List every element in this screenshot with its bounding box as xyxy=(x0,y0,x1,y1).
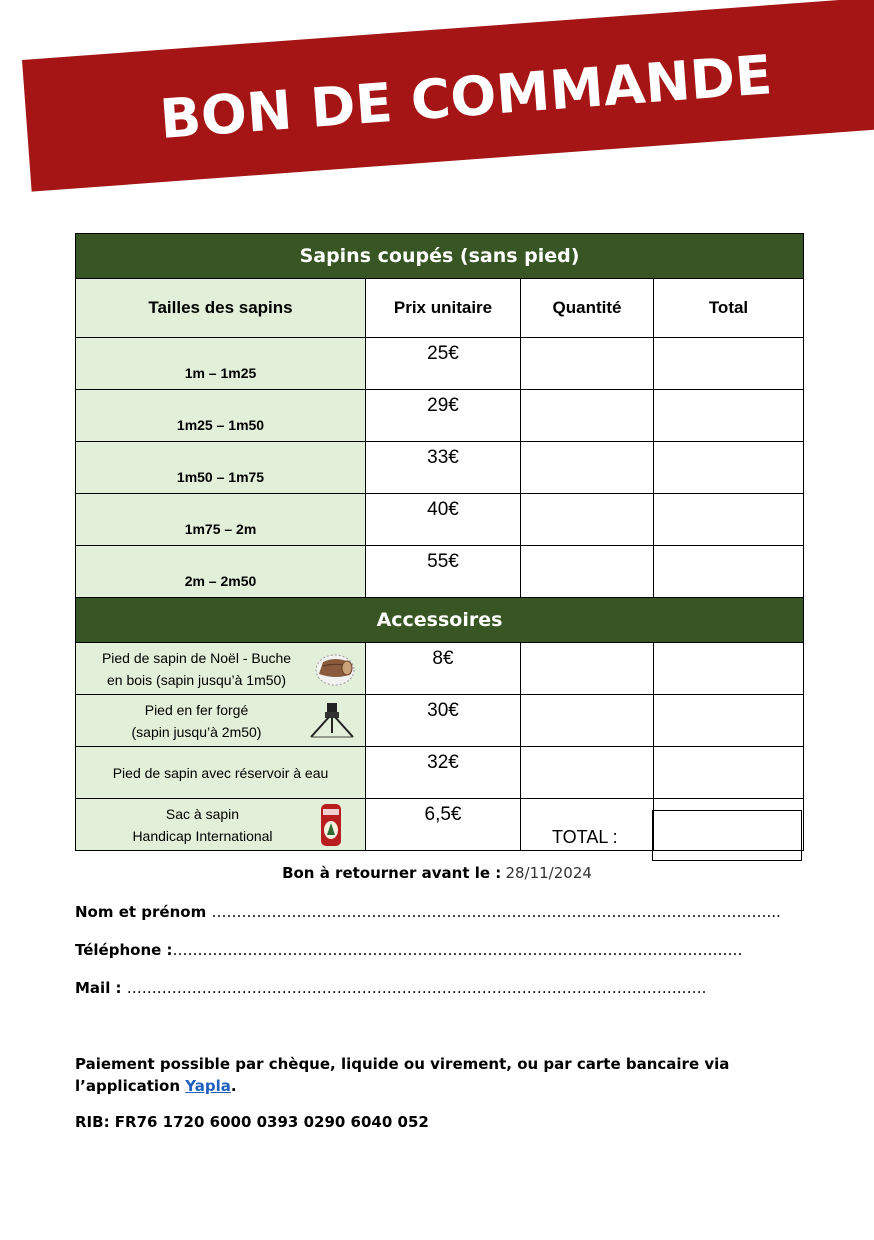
name-field[interactable] xyxy=(75,903,781,921)
deadline-label: Bon à retourner avant le : xyxy=(282,864,502,882)
name-label: Nom et prénom xyxy=(75,903,207,921)
unit-price: 29€ xyxy=(366,390,521,442)
deadline-date: 28/11/2024 xyxy=(505,864,592,882)
size-label: 1m25 – 1m50 xyxy=(76,390,366,442)
size-label: 1m75 – 2m xyxy=(76,494,366,546)
accessory-line1: Sac à sapin xyxy=(165,805,240,822)
unit-price: 8€ xyxy=(366,643,521,695)
section-title-accessories: Accessoires xyxy=(76,598,804,643)
total-cell[interactable] xyxy=(654,747,804,799)
table-row xyxy=(76,747,804,799)
quantity-cell[interactable] xyxy=(521,338,654,390)
table-row xyxy=(76,643,804,695)
size-label: 1m50 – 1m75 xyxy=(76,442,366,494)
quantity-cell[interactable] xyxy=(521,494,654,546)
accessory-line1: Pied en fer forgé xyxy=(144,701,249,718)
section-title-trees: Sapins coupés (sans pied) xyxy=(76,234,804,279)
phone-dots: …………………………………………………………………………………………………… xyxy=(172,941,743,959)
grand-total-cell[interactable] xyxy=(652,810,802,861)
unit-price: 40€ xyxy=(366,494,521,546)
unit-price: 32€ xyxy=(366,747,521,799)
size-label: 2m – 2m50 xyxy=(76,546,366,598)
payment-info xyxy=(75,1053,775,1097)
total-cell[interactable] xyxy=(654,494,804,546)
phone-label: Téléphone : xyxy=(75,941,173,959)
table-row xyxy=(76,546,804,598)
table-row xyxy=(76,390,804,442)
table-row xyxy=(76,494,804,546)
quantity-cell[interactable] xyxy=(521,643,654,695)
unit-price: 6,5€ xyxy=(366,799,521,851)
unit-price: 25€ xyxy=(366,338,521,390)
rib-info: RIB: FR76 1720 6000 0393 0290 6040 052 xyxy=(75,1113,429,1131)
mail-dots: ………………………………………………………………………………………………….…. xyxy=(126,979,707,997)
table-row xyxy=(76,442,804,494)
total-cell[interactable] xyxy=(654,390,804,442)
log-icon xyxy=(311,648,357,690)
mail-field[interactable] xyxy=(75,979,706,997)
unit-price: 33€ xyxy=(366,442,521,494)
return-deadline xyxy=(0,864,874,882)
accessory-cell xyxy=(76,643,366,695)
header-quantity: Quantité xyxy=(521,279,654,338)
total-cell[interactable] xyxy=(654,442,804,494)
header-unit-price: Prix unitaire xyxy=(366,279,521,338)
unit-price: 55€ xyxy=(366,546,521,598)
quantity-cell[interactable] xyxy=(521,747,654,799)
tree-stand-icon xyxy=(307,699,357,743)
accessory-cell xyxy=(76,747,366,799)
accessory-line1: Pied de sapin avec réservoir à eau xyxy=(112,764,329,781)
name-dots: …………………………………………………………………………………………………... xyxy=(211,903,781,921)
bag-icon xyxy=(319,802,343,848)
table-row xyxy=(76,338,804,390)
accessory-line1: Pied de sapin de Noël - Buche xyxy=(101,649,292,666)
total-cell[interactable] xyxy=(654,643,804,695)
unit-price: 30€ xyxy=(366,695,521,747)
yapla-link[interactable]: Yapla xyxy=(185,1077,231,1095)
quantity-cell[interactable] xyxy=(521,695,654,747)
total-cell[interactable] xyxy=(654,695,804,747)
payment-text: Paiement possible par chèque, liquide ou virement, ou par carte bancaire via l’application xyxy=(75,1055,730,1095)
table-row xyxy=(76,695,804,747)
mail-label: Mail : xyxy=(75,979,122,997)
total-label: TOTAL : xyxy=(552,827,618,847)
quantity-cell[interactable] xyxy=(521,390,654,442)
total-cell[interactable] xyxy=(654,338,804,390)
quantity-cell[interactable] xyxy=(521,442,654,494)
accessory-line2: Handicap International xyxy=(132,827,273,844)
header-total: Total xyxy=(654,279,804,338)
total-cell[interactable] xyxy=(654,546,804,598)
accessory-line2: en bois (sapin jusqu’à 1m50) xyxy=(107,671,286,688)
size-label: 1m – 1m25 xyxy=(76,338,366,390)
payment-end: . xyxy=(230,1077,237,1095)
accessory-cell xyxy=(76,799,366,851)
page-title: BON DE COMMANDE xyxy=(157,43,774,151)
quantity-cell[interactable] xyxy=(521,546,654,598)
accessory-cell xyxy=(76,695,366,747)
order-table xyxy=(75,233,804,851)
accessory-line2: (sapin jusqu’à 2m50) xyxy=(131,723,262,740)
header-sizes: Tailles des sapins xyxy=(76,279,366,338)
phone-field[interactable] xyxy=(75,941,743,959)
